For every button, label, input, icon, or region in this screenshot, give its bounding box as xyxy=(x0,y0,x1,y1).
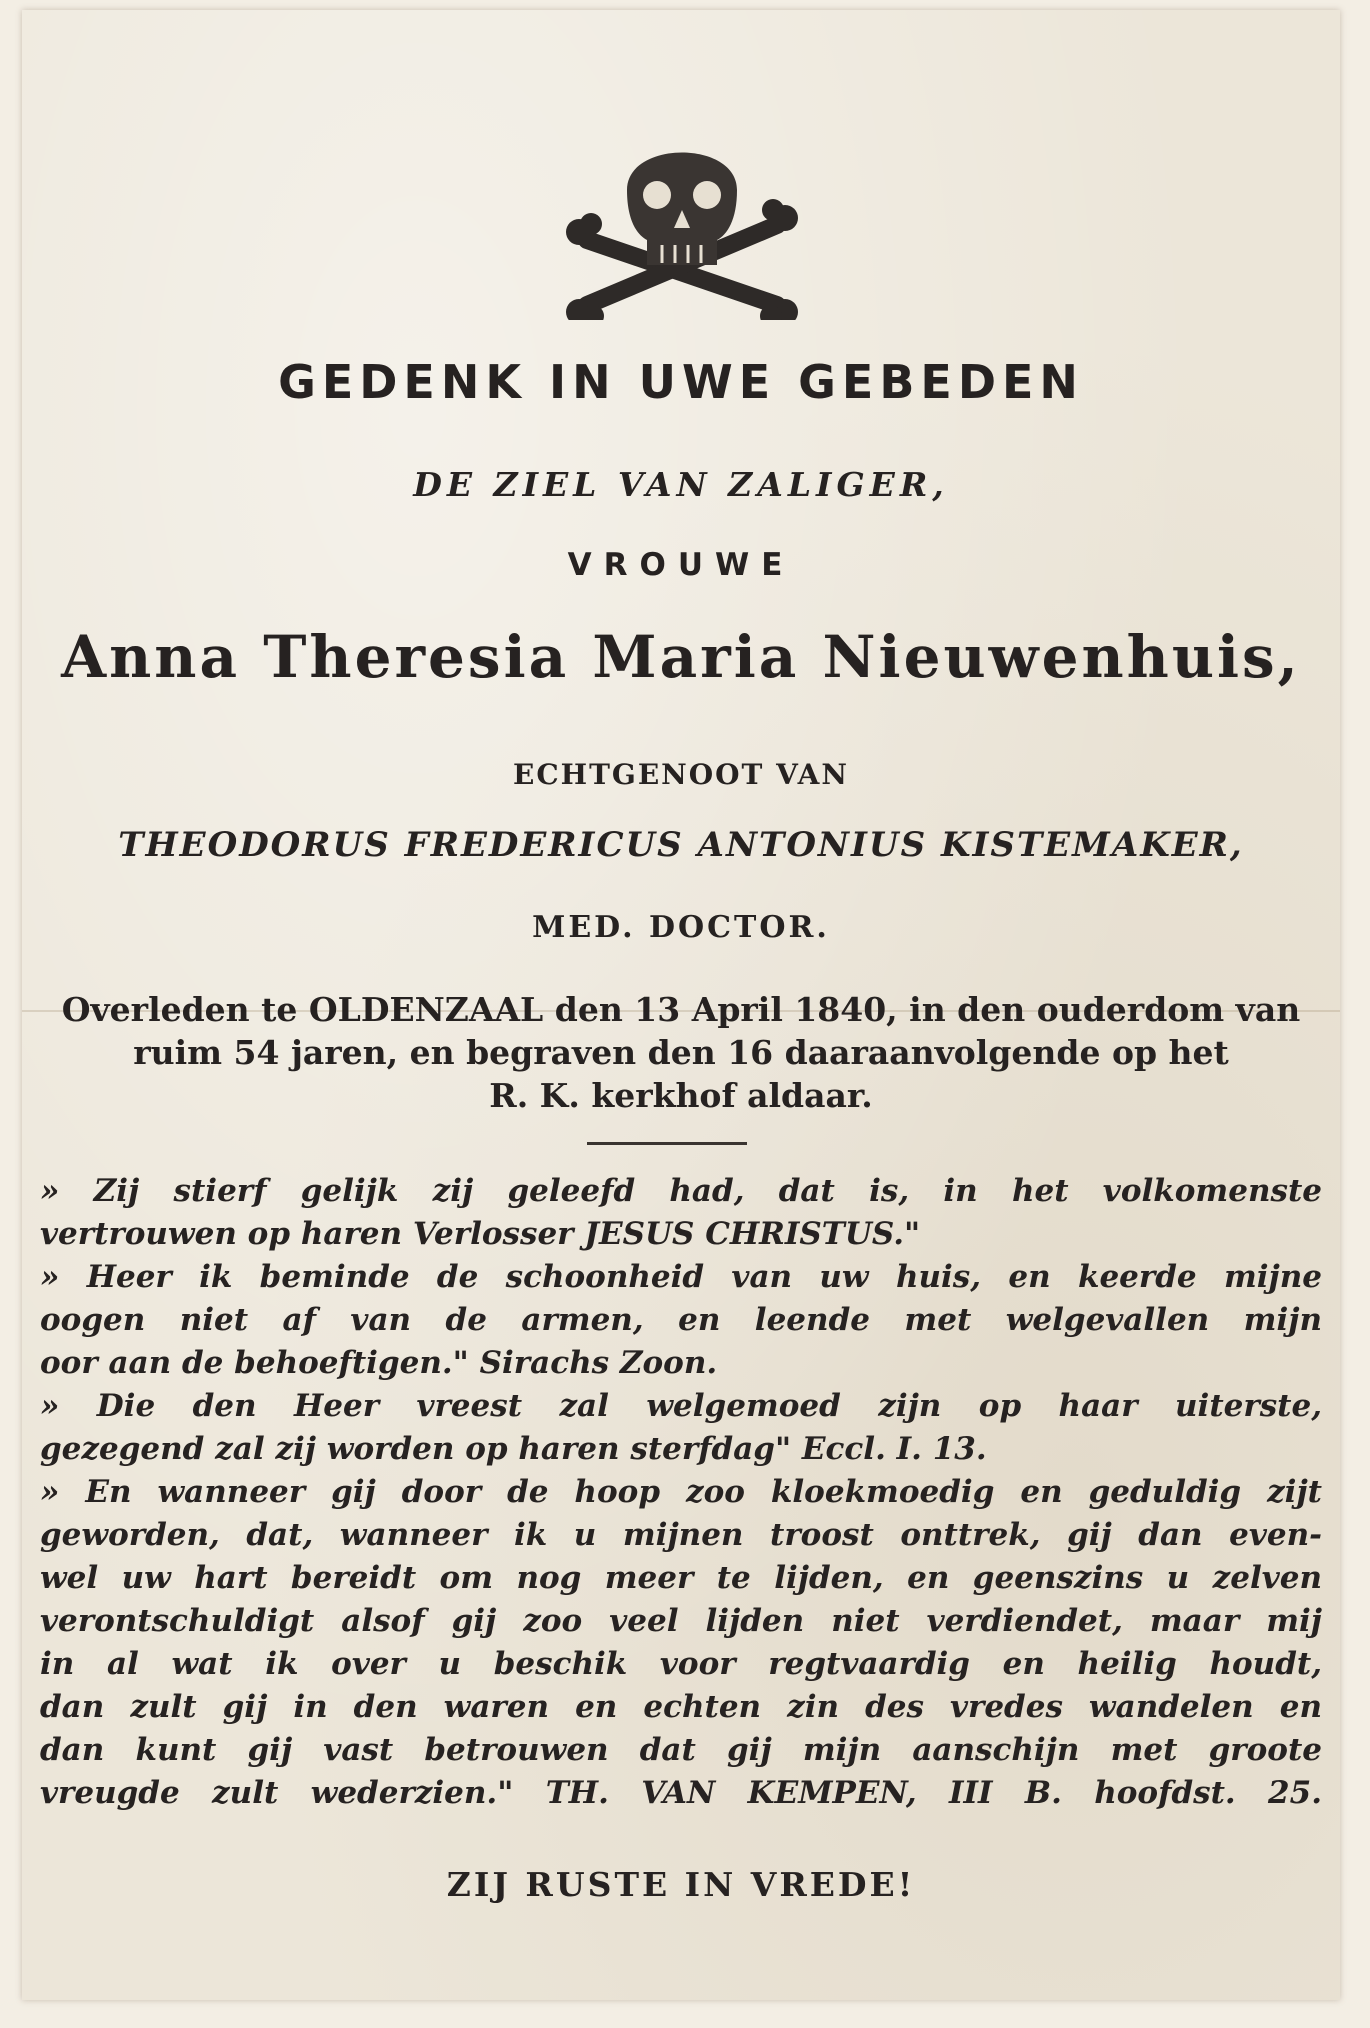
quote-line: wel uw hart bereidt om nog meer te lijden, en geenszins u zelven xyxy=(40,1560,1322,1596)
quote-line: » Heer ik beminde de schoonheid van uw huis, en keerde mijne xyxy=(40,1259,1322,1295)
closing-line: ZIJ RUSTE IN VREDE! xyxy=(446,1865,916,1904)
quote-line: oor aan de behoeftigen." Sirachs Zoon. xyxy=(40,1345,718,1381)
quote-line: dan kunt gij vast betrouwen dat gij mijn aanschijn met groote xyxy=(40,1732,1322,1768)
quotes-block xyxy=(40,1170,1322,1815)
heading-soul: DE ZIEL VAN ZALIGER, xyxy=(413,465,949,504)
skull-crossbones-icon xyxy=(557,120,807,320)
death-notice xyxy=(22,988,1340,1117)
quote-line: verontschuldigt alsof gij zoo veel lijden niet verdiendet, maar mij xyxy=(40,1603,1322,1639)
quote-line: vertrouwen op haren Verlosser JESUS CHRISTUS." xyxy=(40,1216,921,1252)
quote-line: » Die den Heer vreest zal welgemoed zijn op haar uiterste, xyxy=(40,1388,1322,1424)
memorial-card xyxy=(22,10,1340,2000)
spouse-relation: ECHTGENOOT VAN xyxy=(513,758,849,791)
spouse-title: MED. DOCTOR. xyxy=(532,910,830,945)
death-line: ruim 54 jaren, en begraven den 16 daaraanvolgende op het xyxy=(133,1033,1229,1072)
heading-vrouwe: VROUWE xyxy=(567,547,795,583)
death-line: R. K. kerkhof aldaar. xyxy=(489,1076,873,1115)
quote-line: » Zij stierf gelijk zij geleefd had, dat is, in het volkomenste xyxy=(40,1173,1322,1209)
deceased-name: Anna Theresia Maria Nieuwenhuis, xyxy=(61,623,1301,691)
death-line: Overleden te OLDENZAAL den 13 April 1840, in den ouderdom van xyxy=(61,990,1301,1029)
spouse-name: THEODORUS FREDERICUS ANTONIUS KISTEMAKER, xyxy=(118,825,1244,865)
quote-line: in al wat ik over u beschik voor regtvaardig en heilig houdt, xyxy=(40,1646,1322,1682)
heading-remember: GEDENK IN UWE GEBEDEN xyxy=(278,355,1084,409)
quote-line: gezegend zal zij worden op haren sterfdag" Eccl. I. 13. xyxy=(40,1431,987,1467)
quote-line: » En wanneer gij door de hoop zoo kloekmoedig en geduldig zijt xyxy=(40,1474,1322,1510)
divider xyxy=(587,1142,747,1145)
quote-line: vreugde zult wederzien." TH. VAN KEMPEN, III B. hoofdst. 25. xyxy=(40,1775,1322,1811)
quote-line: dan zult gij in den waren en echten zin des vredes wandelen en xyxy=(40,1689,1322,1725)
quote-line: oogen niet af van de armen, en leende met welgevallen mijn xyxy=(40,1302,1322,1338)
quote-line: geworden, dat, wanneer ik u mijnen troost onttrek, gij dan even- xyxy=(40,1517,1322,1553)
